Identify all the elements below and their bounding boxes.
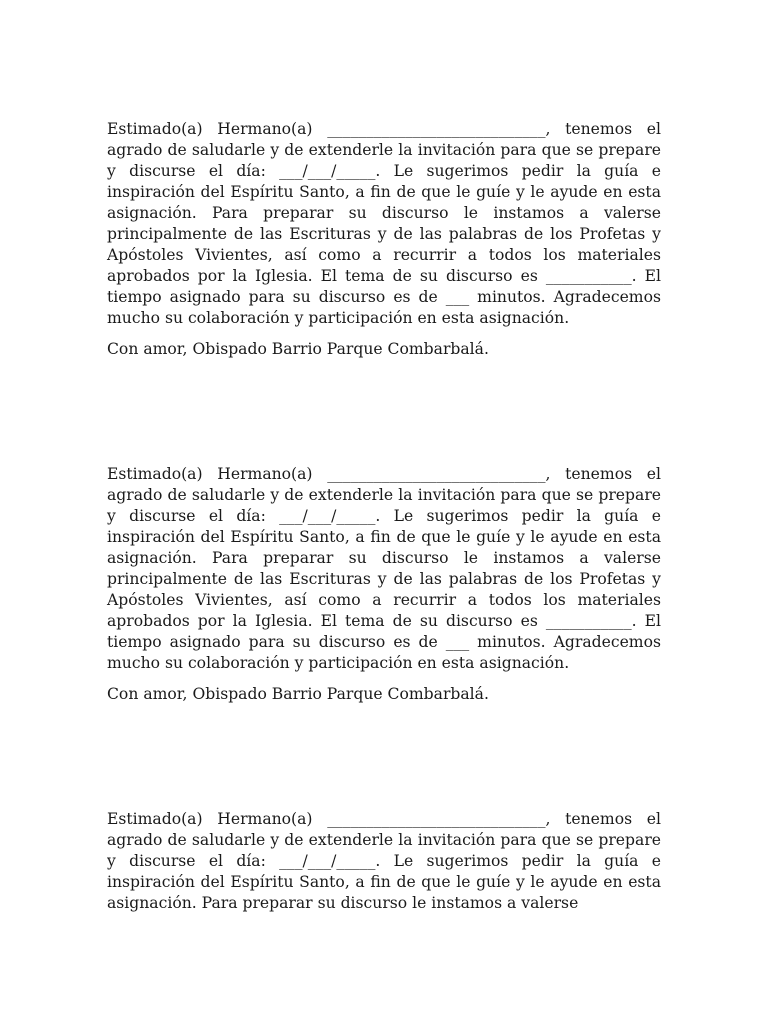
invitation-letter-1 [107, 119, 661, 360]
letter-body: Estimado(a) Hermano(a) ____________________________, tenemos el agrado de saludarle y de extenderle la invitación para que se prepare y discurse el día: ___/___/_____. Le sugerimos pedir la guía e inspiración del Espíritu Santo, a fin de que le guíe y le ayude en esta asignación. Para preparar su discurso le instamos a valerse [107, 810, 661, 912]
letter-closing: Con amor, Obispado Barrio Parque Combarbalá. [107, 685, 489, 703]
letter-closing: Con amor, Obispado Barrio Parque Combarbalá. [107, 340, 489, 358]
letter-body: Estimado(a) Hermano(a) ____________________________, tenemos el agrado de saludarle y de extenderle la invitación para que se prepare y discurse el día: ___/___/_____. Le sugerimos pedir la guía e inspiración del Espíritu Santo, a fin de que le guíe y le ayude en esta asignación. Para preparar su discurso le instamos a valerse principalmente de las Escrituras y de las palabras de los Profetas y Apóstoles Vivientes, así como a recurrir a todos los materiales aprobados por la Iglesia. El tema de su discurso es ___________. El tiempo asignado para su discurso es de ___ minutos. Agradecemos mucho su colaboración y participación en esta asignación. [107, 120, 661, 327]
invitation-letter-2 [107, 464, 661, 705]
invitation-letter-3 [107, 809, 661, 914]
letter-body: Estimado(a) Hermano(a) ____________________________, tenemos el agrado de saludarle y de extenderle la invitación para que se prepare y discurse el día: ___/___/_____. Le sugerimos pedir la guía e inspiración del Espíritu Santo, a fin de que le guíe y le ayude en esta asignación. Para preparar su discurso le instamos a valerse principalmente de las Escrituras y de las palabras de los Profetas y Apóstoles Vivientes, así como a recurrir a todos los materiales aprobados por la Iglesia. El tema de su discurso es ___________. El tiempo asignado para su discurso es de ___ minutos. Agradecemos mucho su colaboración y participación en esta asignación. [107, 465, 661, 672]
